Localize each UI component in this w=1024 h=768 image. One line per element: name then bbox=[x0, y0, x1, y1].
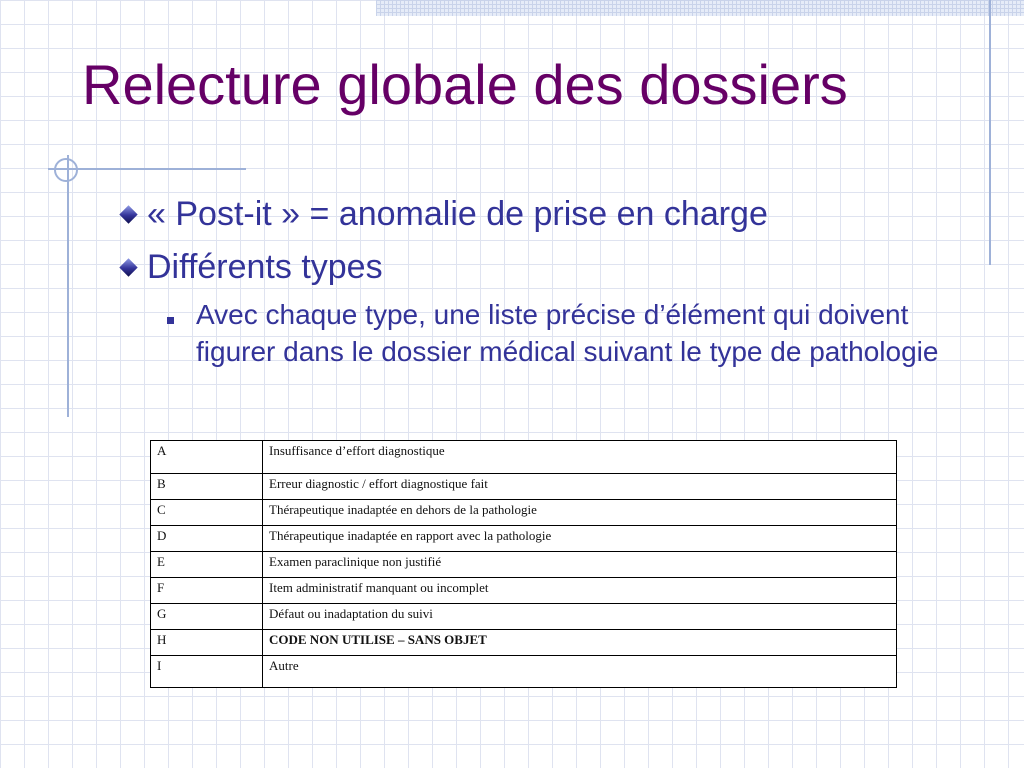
row-description: Autre bbox=[263, 656, 897, 688]
table-row bbox=[151, 604, 897, 630]
diamond-bullet-icon bbox=[119, 205, 137, 223]
right-decorative-line bbox=[989, 0, 991, 265]
bullet-text: « Post-it » = anomalie de prise en charge bbox=[147, 194, 768, 233]
table-row bbox=[151, 656, 897, 688]
sub-bullet-text: Avec chaque type, une liste précise d’élément qui doivent figurer dans le dossier médical suivant le type de pathologie bbox=[196, 299, 939, 367]
diamond-bullet-icon bbox=[119, 258, 137, 276]
row-code: E bbox=[151, 552, 263, 578]
table-row bbox=[151, 474, 897, 500]
left-decorative-line bbox=[67, 155, 69, 417]
row-code: C bbox=[151, 500, 263, 526]
table-row bbox=[151, 552, 897, 578]
bullet-post-it bbox=[116, 194, 768, 234]
row-code: D bbox=[151, 526, 263, 552]
row-description: Défaut ou inadaptation du suivi bbox=[263, 604, 897, 630]
row-description: Insuffisance d’effort diagnostique bbox=[263, 441, 897, 474]
row-code: A bbox=[151, 441, 263, 474]
top-decorative-band bbox=[376, 0, 1024, 16]
table-row bbox=[151, 578, 897, 604]
row-code: B bbox=[151, 474, 263, 500]
row-description: Thérapeutique inadaptée en dehors de la pathologie bbox=[263, 500, 897, 526]
row-code: H bbox=[151, 630, 263, 656]
row-description: Thérapeutique inadaptée en rapport avec la pathologie bbox=[263, 526, 897, 552]
row-description: Erreur diagnostic / effort diagnostique fait bbox=[263, 474, 897, 500]
row-code: G bbox=[151, 604, 263, 630]
row-code: F bbox=[151, 578, 263, 604]
row-description: Examen paraclinique non justifié bbox=[263, 552, 897, 578]
table-row bbox=[151, 441, 897, 474]
bullet-types bbox=[116, 247, 383, 287]
slide-title: Relecture globale des dossiers bbox=[82, 53, 848, 116]
row-code: I bbox=[151, 656, 263, 688]
table-row bbox=[151, 630, 897, 656]
square-bullet-icon bbox=[167, 317, 174, 324]
bullet-text: Différents types bbox=[147, 247, 383, 286]
table-row bbox=[151, 500, 897, 526]
row-description: Item administratif manquant ou incomplet bbox=[263, 578, 897, 604]
table-row bbox=[151, 526, 897, 552]
row-description: CODE NON UTILISE – SANS OBJET bbox=[263, 630, 897, 656]
anomaly-types-table bbox=[150, 440, 897, 688]
decorative-circle bbox=[54, 158, 78, 182]
